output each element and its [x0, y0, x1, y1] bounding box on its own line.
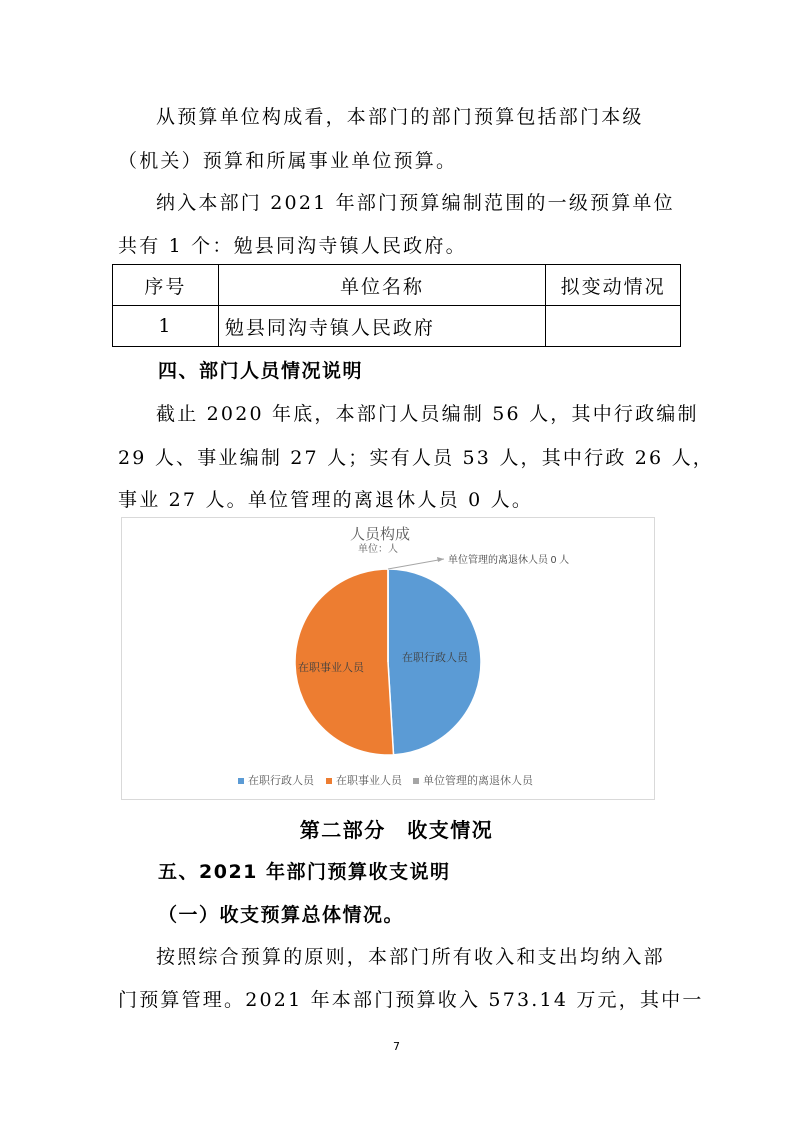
budget-unit-table — [112, 264, 681, 347]
callout-label: 单位管理的离退休人员 0 人 — [448, 555, 570, 566]
section-heading: 四、部门人员情况说明 — [158, 360, 364, 382]
table-header-cell: 单位名称 — [218, 265, 545, 306]
paragraph-line: 按照综合预算的原则，本部门所有收入和支出均纳入部 — [156, 946, 665, 968]
paragraph-line: 共有 1 个：勉县同沟寺镇人民政府。 — [118, 235, 467, 257]
table-header-cell: 序号 — [113, 265, 219, 306]
callout-arrowhead — [437, 557, 444, 562]
section-heading: 五、2021 年部门预算收支说明 — [158, 861, 451, 883]
callout-leader-line — [388, 559, 444, 569]
paragraph-line: 纳入本部门 2021 年部门预算编制范围的一级预算单位 — [156, 192, 675, 214]
personnel-pie-chart — [121, 517, 655, 800]
subsection-heading: （一）收支预算总体情况。 — [158, 904, 405, 926]
paragraph-line: 截止 2020 年底，本部门人员编制 56 人，其中行政编制 — [156, 403, 699, 425]
paragraph-line: 事业 27 人。单位管理的离退休人员 0 人。 — [118, 489, 534, 511]
legend-label-retired: 单位管理的离退休人员 — [423, 775, 533, 787]
table-cell — [546, 306, 681, 347]
slice-label-admin: 在职行政人员 — [402, 652, 468, 664]
paragraph-line: 29 人、事业编制 27 人；实有人员 53 人，其中行政 26 人， — [118, 447, 714, 469]
table-header-row — [113, 265, 681, 306]
legend-swatch-retired — [413, 778, 419, 784]
legend-swatch-admin — [238, 778, 244, 784]
chart-subtitle: 单位：人 — [358, 544, 398, 555]
legend-swatch-institution — [326, 778, 332, 784]
table-header-cell: 拟变动情况 — [546, 265, 681, 306]
chart-legend — [238, 773, 534, 787]
legend-label-institution: 在职事业人员 — [336, 775, 402, 787]
paragraph-line: （机关）预算和所属事业单位预算。 — [118, 150, 458, 172]
legend-label-admin: 在职行政人员 — [248, 775, 314, 787]
table-row — [113, 306, 681, 347]
paragraph-line: 从预算单位构成看，本部门的部门预算包括部门本级 — [156, 106, 644, 128]
table-cell: 1 — [113, 306, 219, 347]
slice-label-institution: 在职事业人员 — [298, 662, 364, 674]
chart-title: 人员构成 — [349, 526, 411, 543]
page-number: 7 — [393, 1040, 400, 1053]
part-heading: 第二部分 收支情况 — [299, 818, 494, 842]
table-cell: 勉县同沟寺镇人民政府 — [218, 306, 545, 347]
paragraph-line: 门预算管理。2021 年本部门预算收入 573.14 万元，其中一 — [118, 989, 704, 1011]
